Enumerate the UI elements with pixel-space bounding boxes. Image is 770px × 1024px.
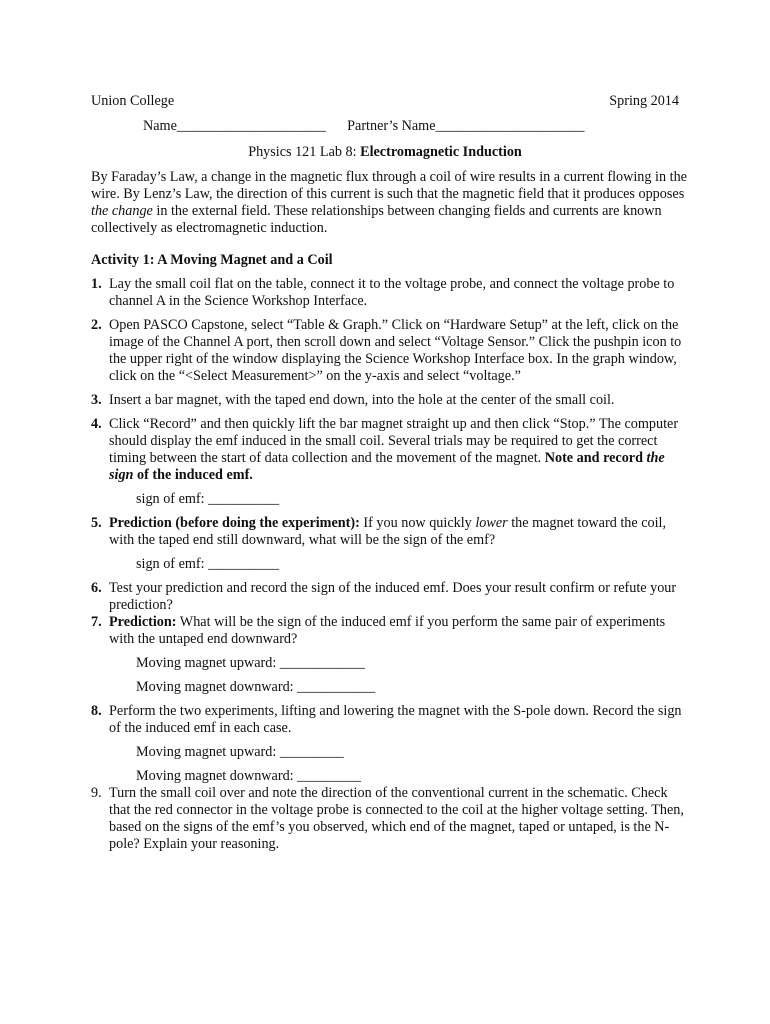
magnet-downward-blank-2: Moving magnet downward: _________: [136, 768, 362, 784]
list-item-4: [91, 416, 691, 484]
intro-part-1: By Faraday’s Law, a change in the magnetic flux through a coil of wire results in a current flowing in the wire. By Lenz’s Law, the direction of this current is such that the magnetic field that it produces opposes: [91, 169, 687, 202]
college-name: Union College: [91, 93, 175, 109]
list-item-1: [91, 276, 691, 310]
item-number: 1.: [91, 276, 102, 292]
item-bold-italic-text: the sign: [109, 450, 665, 483]
intro-emphasis: the change: [91, 203, 153, 219]
item-bold-text-end: of the induced emf.: [133, 467, 253, 483]
prediction-label: Prediction:: [109, 614, 177, 630]
item-text: Click “Record” and then quickly lift the bar magnet straight up and then click “Stop.” The computer should display the emf induced in the small coil. Several trials may be required to get the correct timing between the start of data collection and the movement of the magnet.: [109, 416, 679, 466]
item-text: Open PASCO Capstone, select “Table & Graph.” Click on “Hardware Setup” at the left, click on the image of the Channel A port, then scroll down and select “Voltage Sensor.” Click the pushpin icon to the upper right of the window displaying the Science Workshop Interface box. In the graph window, click on the “<Select Measurement>” on the y-axis and select “voltage.”: [109, 317, 682, 384]
document-body: [91, 169, 691, 860]
emf-sign-blank-2: sign of emf: __________: [136, 556, 280, 572]
item-number: 2.: [91, 317, 102, 333]
list-item-5: [91, 515, 691, 549]
item-text: Test your prediction and record the sign of the induced emf. Does your result confirm or refute your prediction?: [109, 580, 677, 613]
magnet-downward-blank-1: Moving magnet downward: ___________: [136, 679, 376, 695]
item-text: Perform the two experiments, lifting and lowering the magnet with the S-pole down. Record the sign of the induced emf in each case.: [109, 703, 682, 736]
lab-title-prefix: Physics 121 Lab 8:: [248, 144, 361, 160]
item-text: Lay the small coil flat on the table, connect it to the voltage probe, and connect the voltage probe to channel A in the Science Workshop Interface.: [109, 276, 675, 309]
item-emphasis: lower: [475, 515, 508, 531]
list-item-7: [91, 614, 691, 648]
list-item-8: [91, 703, 691, 737]
lab-title: [0, 144, 770, 161]
list-item-3: [91, 392, 691, 409]
item-text: What will be the sign of the induced emf if you perform the same pair of experiments with the untaped end downward?: [109, 614, 666, 647]
item-bold-text: Note and record: [544, 450, 647, 466]
item-number: 9.: [91, 785, 102, 801]
item-text: Insert a bar magnet, with the taped end down, into the hole at the center of the small coil.: [109, 392, 615, 408]
prediction-label: Prediction (before doing the experiment):: [109, 515, 360, 531]
item-number: 5.: [91, 515, 102, 531]
item-number: 7.: [91, 614, 102, 630]
name-fields: Name_____________________ Partner’s Name_____________________: [143, 118, 585, 134]
activity-heading: Activity 1: A Moving Magnet and a Coil: [91, 252, 333, 268]
list-item-9: [91, 785, 691, 853]
item-number: 3.: [91, 392, 102, 408]
lab-title-bold: Electromagnetic Induction: [360, 144, 522, 160]
magnet-upward-blank-2: Moving magnet upward: _________: [136, 744, 344, 760]
list-item-2: [91, 317, 691, 385]
intro-paragraph: [91, 169, 691, 237]
item-number: 4.: [91, 416, 102, 432]
emf-sign-blank-1: sign of emf: __________: [136, 491, 280, 507]
magnet-upward-blank-1: Moving magnet upward: ____________: [136, 655, 365, 671]
item-number: 6.: [91, 580, 102, 596]
item-text: Turn the small coil over and note the direction of the conventional current in the schematic. Check that the red connector in the voltage probe is connected to the coil at the higher voltage setting. Then, based on the signs of the emf’s you observed, which end of the magnet, taped or untaped, is the N-pole? Explain your reasoning.: [109, 785, 684, 852]
term: Spring 2014: [609, 93, 679, 109]
page-header: [91, 93, 679, 111]
item-text: If you now quickly: [359, 515, 476, 531]
list-item-6: [91, 580, 691, 614]
item-text-end: the magnet toward the coil, with the taped end still downward, what will be the sign of the emf?: [109, 515, 667, 548]
item-number: 8.: [91, 703, 102, 719]
intro-part-2: in the external field. These relationships between changing fields and currents are known collectively as electromagnetic induction.: [91, 203, 662, 236]
